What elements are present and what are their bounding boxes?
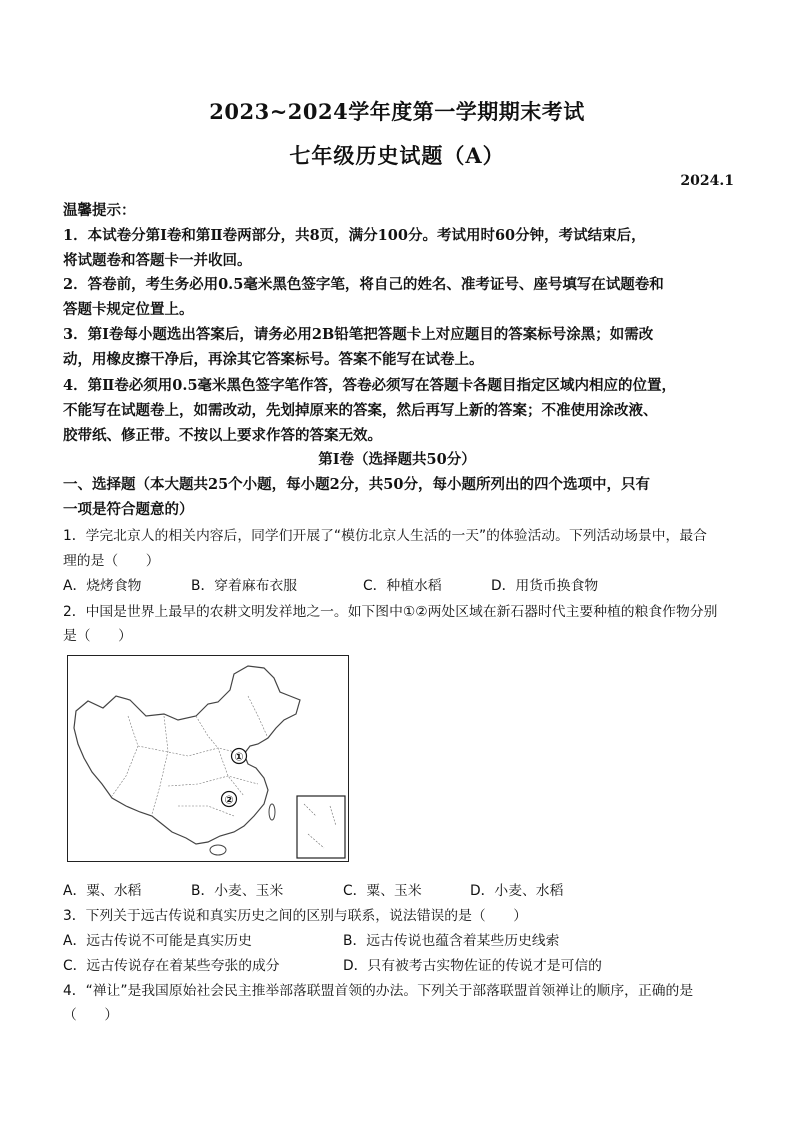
- exam-date: 2024.1: [680, 173, 734, 189]
- question-3-option-b: B．远古传说也蕴含着某些历史线索: [343, 933, 560, 949]
- tip-line: 胶带纸、修正带。不按以上要求作答的答案无效。: [63, 427, 382, 444]
- section-title: 第Ⅰ卷（选择题共50分）: [318, 451, 476, 468]
- question-4-stem: （ ）: [63, 1007, 119, 1023]
- question-2-option-c: C．粟、玉米: [343, 883, 422, 899]
- question-2-stem: 2．中国是世界上最早的农耕文明发祥地之一。如下图中①②两处区域在新石器时代主要种植的粮食作物分别: [63, 604, 718, 620]
- section-instruction: 一、选择题（本大题共25个小题，每小题2分，共50分，每小题所列出的四个选项中，只有: [63, 476, 650, 493]
- question-1-option-c: C．种植水稻: [363, 578, 442, 594]
- map-marker-1: ①: [234, 750, 244, 764]
- question-2-option-d: D．小麦、水稻: [470, 883, 564, 899]
- question-3-option-c: C．远古传说存在着某些夸张的成分: [63, 958, 280, 974]
- question-2-option-b: B．小麦、玉米: [191, 883, 284, 899]
- question-1-option-a: A．烧烤食物: [63, 578, 142, 594]
- china-map-figure: [67, 655, 349, 862]
- exam-subtitle: 七年级历史试题（A）: [289, 143, 505, 168]
- tip-line: 不能写在试题卷上，如需改动，先划掉原来的答案，然后再写上新的答案；不准使用涂改液、: [63, 402, 658, 419]
- question-3-option-d: D．只有被考古实物佐证的传说才是可信的: [343, 958, 602, 974]
- question-1-option-b: B．穿着麻布衣服: [191, 578, 298, 594]
- tip-line: 答题卡规定位置上。: [63, 301, 194, 318]
- question-3-stem: 3．下列关于远古传说和真实历史之间的区别与联系，说法错误的是（ ）: [63, 908, 528, 924]
- tip-line: 2．答卷前，考生务必用0.5毫米黑色签字笔，将自己的姓名、准考证号、座号填写在试题卷和: [63, 276, 664, 293]
- tip-line: 将试题卷和答题卡一并收回。: [63, 252, 252, 269]
- tips-heading: 温馨提示：: [63, 202, 136, 219]
- tip-line: 动，用橡皮擦干净后，再涂其它答案标号。答案不能写在试卷上。: [63, 351, 484, 368]
- question-1-option-d: D．用货币换食物: [491, 578, 599, 594]
- exam-title: 2023~2024学年度第一学期期末考试: [209, 99, 585, 124]
- tip-line: 3．第Ⅰ卷每小题选出答案后，请务必用2B铅笔把答题卡上对应题目的答案标号涂黑；如需改: [63, 326, 654, 343]
- question-3-option-a: A．远古传说不可能是真实历史: [63, 933, 252, 949]
- map-marker-2: ②: [224, 793, 234, 807]
- china-outline-map: [68, 656, 348, 861]
- question-2-stem: 是（ ）: [63, 628, 132, 644]
- question-2-option-a: A．粟、水稻: [63, 883, 142, 899]
- section-instruction: 一项是符合题意的）: [63, 501, 194, 518]
- question-1-stem: 理的是（ ）: [63, 553, 160, 569]
- question-4-stem: 4．“禅让”是我国原始社会民主推举部落联盟首领的办法。下列关于部落联盟首领禅让的顺序，正确的是: [63, 983, 694, 999]
- question-1-stem: 1．学完北京人的相关内容后，同学们开展了“模仿北京人生活的一天”的体验活动。下列活动场景中，最合: [63, 528, 707, 544]
- tip-line: 1．本试卷分第Ⅰ卷和第Ⅱ卷两部分，共8页，满分100分。考试用时60分钟，考试结束后，: [63, 227, 646, 244]
- tip-line: 4．第Ⅱ卷必须用0.5毫米黑色签字笔作答，答卷必须写在答题卡各题目指定区域内相应的位置，: [63, 377, 677, 394]
